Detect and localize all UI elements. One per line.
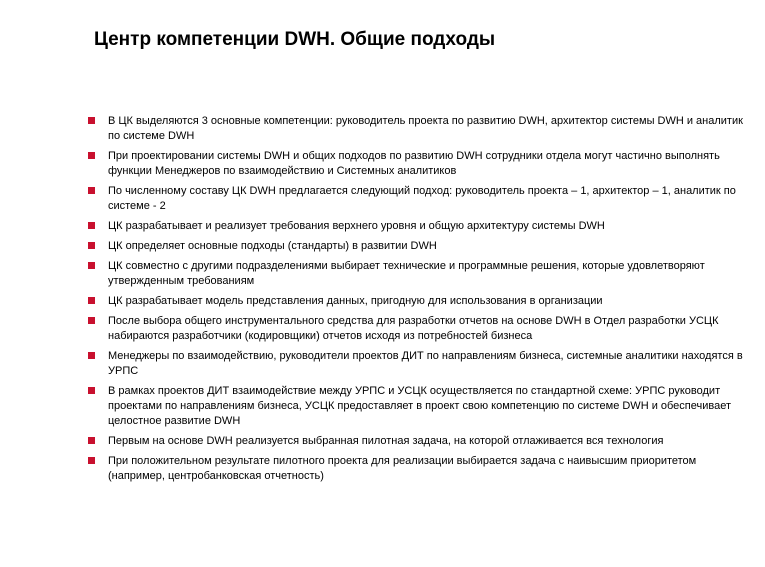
list-item [88, 259, 743, 289]
bullet-text: При положительном результате пилотного проекта для реализации выбирается задача с наивысшим приоритетом (например, центробанковская отчетность) [108, 455, 697, 482]
bullet-text: В рамках проектов ДИТ взаимодействие между УРПС и УСЦК осуществляется по стандартной схеме: УРПС руководит проектами по направлениям бизнеса, УСЦК предоставляет в проект свою компетенцию по системе DWH и обеспечивает целостное развитие DWH [108, 385, 732, 427]
list-item [88, 294, 743, 309]
square-bullet-icon [88, 457, 95, 464]
list-item [88, 349, 743, 379]
bullet-text: Первым на основе DWH реализуется выбранная пилотная задача, на которой отлаживается вся технология [108, 435, 664, 447]
list-item [88, 434, 743, 449]
bullet-text: ЦК разрабатывает и реализует требования верхнего уровня и общую архитектуру системы DWH [108, 220, 605, 232]
slide-title: Центр компетенции DWH. Общие подходы [94, 29, 496, 50]
bullet-text: ЦК определяет основные подходы (стандарты) в развитии DWH [108, 240, 437, 252]
list-item [88, 239, 743, 254]
square-bullet-icon [88, 152, 95, 159]
list-item [88, 149, 743, 179]
list-item [88, 384, 743, 429]
square-bullet-icon [88, 387, 95, 394]
square-bullet-icon [88, 437, 95, 444]
list-item [88, 219, 743, 234]
bullet-text: По численному составу ЦК DWH предлагается следующий подход: руководитель проекта – 1, архитектор – 1, аналитик по системе - 2 [108, 185, 736, 212]
square-bullet-icon [88, 117, 95, 124]
bullet-text: ЦК совместно с другими подразделениями выбирает технические и программные решения, которые удовлетворяют утвержденным требованиям [108, 260, 705, 287]
square-bullet-icon [88, 222, 95, 229]
square-bullet-icon [88, 242, 95, 249]
square-bullet-icon [88, 317, 95, 324]
list-item [88, 314, 743, 344]
square-bullet-icon [88, 352, 95, 359]
square-bullet-icon [88, 297, 95, 304]
bullet-text: В ЦК выделяются 3 основные компетенции: руководитель проекта по развитию DWH, архитектор системы DWH и аналитик по системе DWH [108, 115, 743, 142]
bullet-text: Менеджеры по взаимодействию, руководители проектов ДИТ по направлениям бизнеса, системные аналитики находятся в УРПС [108, 350, 743, 377]
bullet-text: При проектировании системы DWH и общих подходов по развитию DWH сотрудники отдела могут частично выполнять функции Менеджеров по взаимодействию и Системных аналитиков [108, 150, 720, 177]
list-item [88, 114, 743, 144]
list-item [88, 184, 743, 214]
list-item [88, 454, 743, 484]
square-bullet-icon [88, 187, 95, 194]
bullet-text: ЦК разрабатывает модель представления данных, пригодную для использования в организации [108, 295, 603, 307]
bullet-text: После выбора общего инструментального средства для разработки отчетов на основе DWH в Отдел разработки УСЦК набираются разработчики (кодировщики) отчетов исходя из потребностей бизнеса [108, 315, 719, 342]
bullet-list [88, 114, 743, 489]
square-bullet-icon [88, 262, 95, 269]
